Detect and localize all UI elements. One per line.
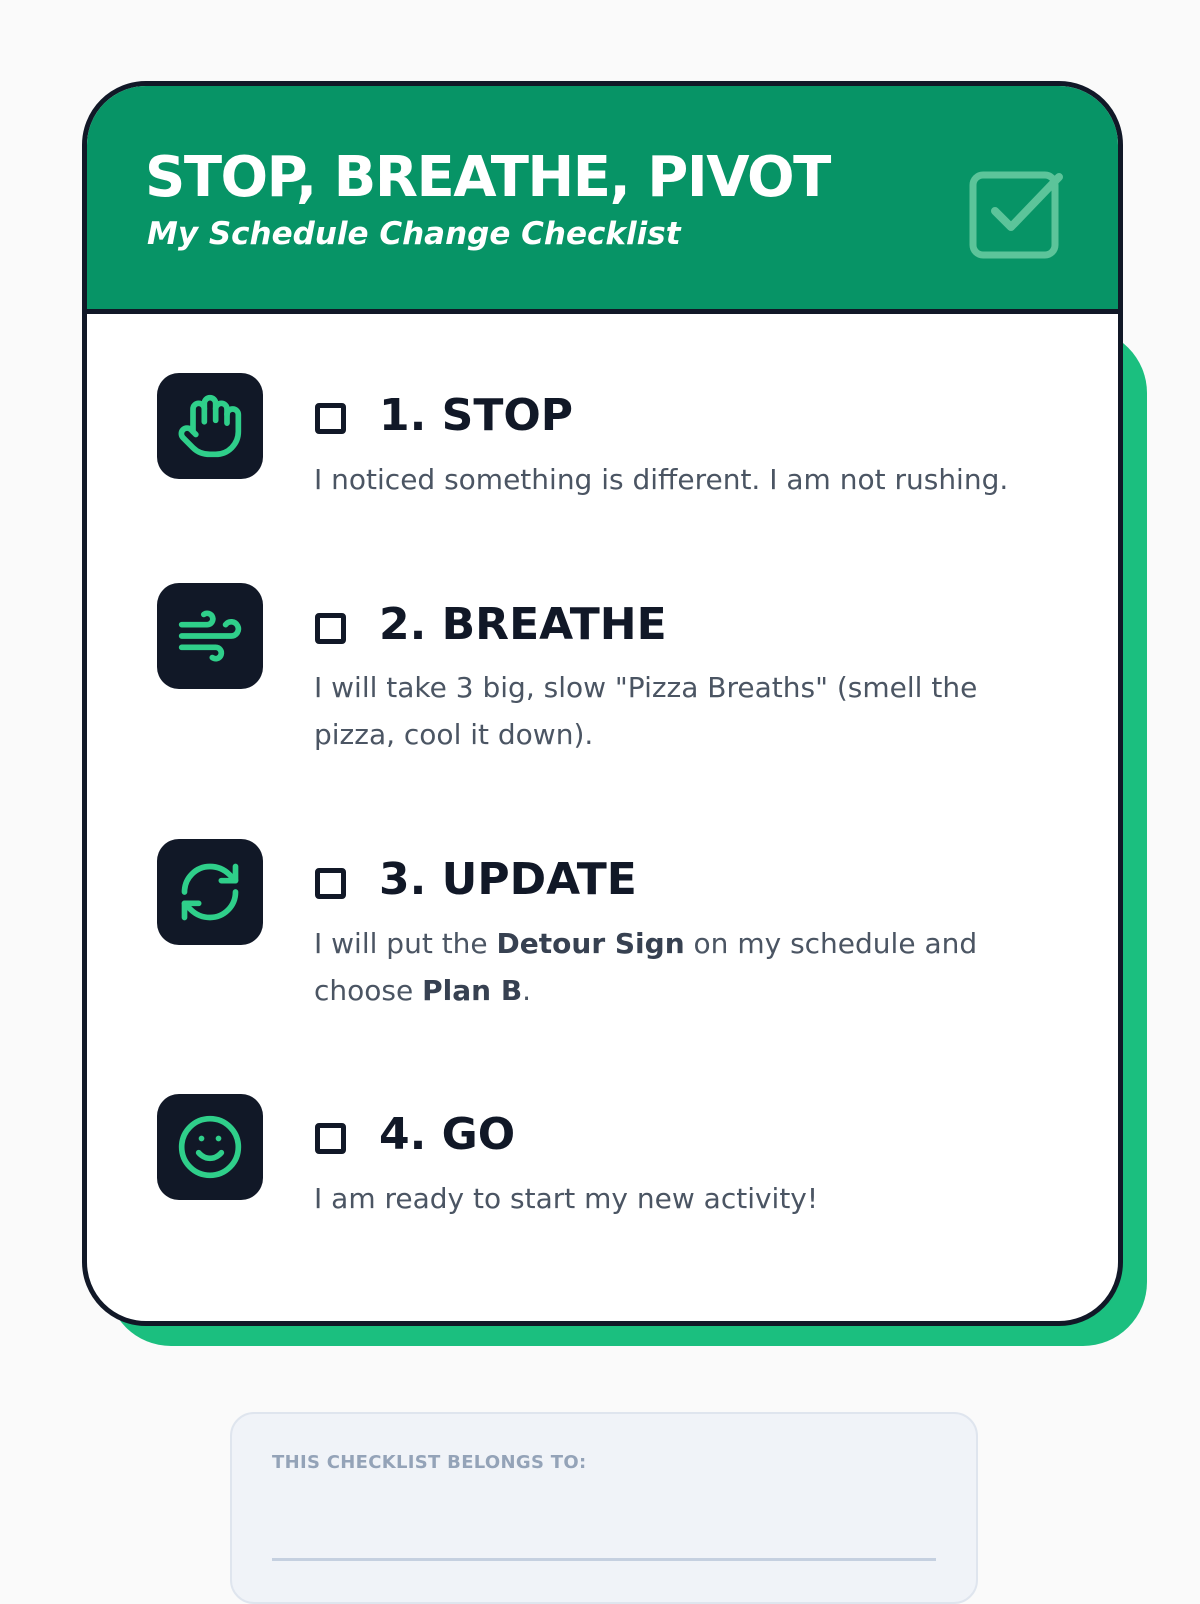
step-description: I am ready to start my new activity! [314, 1182, 819, 1215]
step-checkbox-breathe[interactable] [315, 613, 346, 644]
wind-icon [176, 602, 244, 670]
card-header [87, 86, 1118, 314]
step-description-text: I will put the [314, 927, 497, 960]
owner-label: THIS CHECKLIST BELONGS TO: [272, 1452, 587, 1473]
step-checkbox-update[interactable] [315, 868, 346, 899]
hand-icon-tile [157, 373, 263, 479]
step-description [314, 920, 1054, 1014]
step-title: 3. UPDATE [379, 854, 637, 905]
wind-icon-tile [157, 583, 263, 689]
step-title: 1. STOP [379, 390, 574, 441]
owner-name-box [230, 1412, 978, 1604]
step-description-bold: Plan B [422, 974, 523, 1007]
refresh-icon-tile [157, 839, 263, 945]
step-description: I noticed something is different. I am not rushing. [314, 463, 1009, 496]
checklist-subtitle: My Schedule Change Checklist [147, 216, 681, 252]
step-description: I will take 3 big, slow "Pizza Breaths" (smell the pizza, cool it down). [314, 671, 978, 751]
step-title: 2. BREATHE [379, 599, 667, 650]
smile-icon-tile [157, 1094, 263, 1200]
smile-icon [176, 1113, 244, 1181]
checklist-title: STOP, BREATHE, PIVOT [145, 145, 830, 210]
step-checkbox-go[interactable] [315, 1123, 346, 1154]
step-title: 4. GO [379, 1109, 516, 1160]
step-description-text: . [522, 974, 532, 1007]
step-description-text: on my schedule and choose [314, 927, 978, 1007]
checked-square-icon [967, 159, 1067, 259]
refresh-icon [176, 858, 244, 926]
hand-icon [176, 392, 244, 460]
step-description-bold: Detour Sign [496, 927, 685, 960]
step-checkbox-stop[interactable] [315, 403, 346, 434]
checklist-card [82, 81, 1123, 1326]
owner-name-line[interactable] [272, 1558, 936, 1561]
